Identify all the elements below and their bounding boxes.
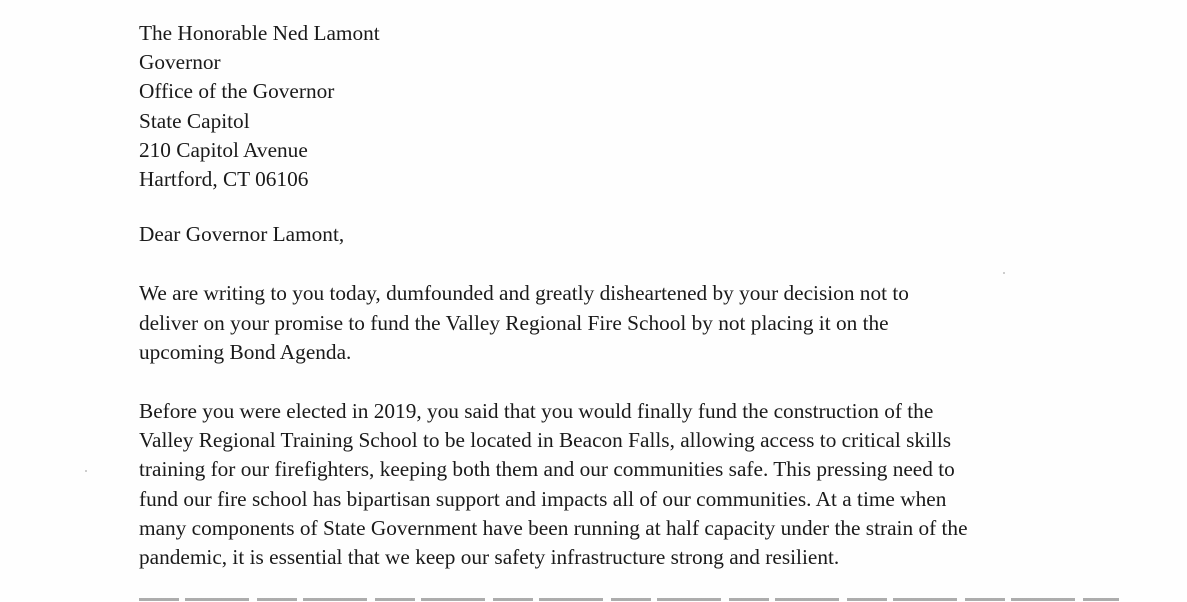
- paragraph-line: Before you were elected in 2019, you said that you would finally fund the construction of the: [139, 399, 934, 424]
- address-line-office: Office of the Governor: [139, 79, 335, 104]
- scan-speck: [1003, 272, 1005, 274]
- paragraph-line: Valley Regional Training School to be located in Beacon Falls, allowing access to critical skills: [139, 428, 952, 453]
- address-line-street: 210 Capitol Avenue: [139, 137, 308, 162]
- paragraph-line: many components of State Government have been running at half capacity under the strain of the: [139, 515, 968, 540]
- paragraph-1: [139, 279, 1169, 367]
- address-line-name: The Honorable Ned Lamont: [139, 21, 380, 45]
- paragraph-line: We are writing to you today, dumfounded and greatly disheartened by your decision not to: [139, 281, 909, 306]
- address-line-city: Hartford, CT 06106: [139, 167, 309, 192]
- paragraph-line: fund our fire school has bipartisan support and impacts all of our communities. At a time when: [139, 486, 947, 511]
- paragraph-line: upcoming Bond Agenda.: [139, 339, 352, 364]
- address-line-building: State Capitol: [139, 108, 250, 133]
- paragraph-line: pandemic, it is essential that we keep our safety infrastructure strong and resilient.: [139, 545, 840, 570]
- cut-off-text-line: [139, 590, 1119, 602]
- paragraph-2: [139, 397, 1169, 572]
- scan-speck: [85, 470, 87, 472]
- letter-body: [139, 19, 1169, 572]
- salutation: Dear Governor Lamont,: [139, 222, 345, 247]
- paragraph-line: training for our firefighters, keeping both them and our communities safe. This pressing need to: [139, 457, 955, 482]
- recipient-address: [139, 19, 1169, 194]
- paragraph-line: deliver on your promise to fund the Valley Regional Fire School by not placing it on the: [139, 310, 889, 335]
- address-line-title: Governor: [139, 50, 221, 75]
